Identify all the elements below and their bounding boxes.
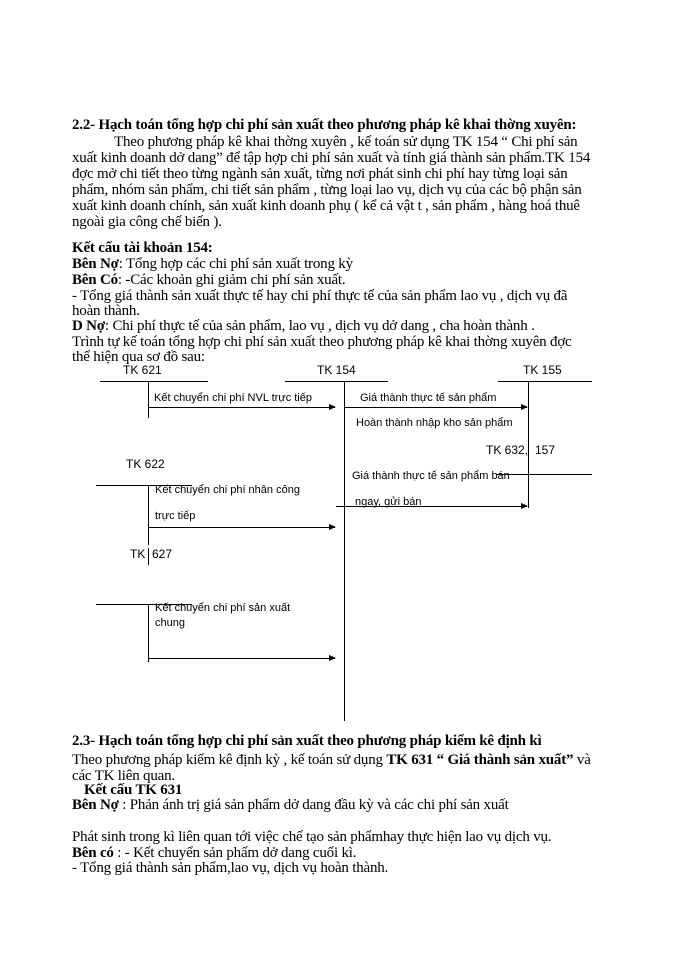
paragraph-line: Theo phương pháp kê khai thờng xuyên , kế toán sử dụng TK 154 “ Chi phí sản [114,134,578,150]
credit-631-label: Bên có [72,845,114,861]
arrow-154-to-155 [344,407,527,408]
arrow-621-to-154 [148,407,335,408]
section-22-heading: 2.2- Hạch toán tổng hợp chi phí sản xuất theo phương pháp kê khai thờng xuyên: [72,117,577,133]
tk621-vertical [148,381,149,418]
arrow2-label: Giá thành thực tế sản phẩm [360,392,497,404]
tk622-label: TK 622 [126,457,165,471]
debit-631-line2: Phát sinh trong kì liên quan tới việc chế tạo sản phẩmhay thực hiện lao vụ dịch vụ. [72,829,552,845]
arrow1-label: Kết chuyển chi phí NVL trực tiếp [154,392,312,404]
debit-631-label: Bên Nợ [72,797,119,813]
tk627-label-post: 627 [152,547,173,561]
tk621-label: TK 621 [123,363,162,377]
tk155-vertical [528,381,529,418]
section-23-heading: 2.3- Hạch toán tổng hợp chi phí sản xuất theo phương pháp kiểm kê định kì [72,733,542,749]
paragraph-line: xuất kinh doanh dở dang” để tập hợp chi phí sản xuất và tính giá thành sản phẩm.TK 154 [72,150,591,166]
tk154-label: TK 154 [317,363,356,377]
credit-label: Bên Có [72,272,118,288]
arrow5-label-2: chung [155,617,185,629]
tk154-top-line [285,381,388,382]
tk631-intro-text: Theo phương pháp kiểm kê định kỳ , kế toán sử dụng [72,752,383,768]
credit-631-text: : - Kết chuyển sản phẩm dở dang cuối kì. [113,845,357,861]
arrow-627-to-154 [148,658,335,659]
arrow4-label-1: Giá thành thực tế sản phẩm bán [352,470,510,482]
debit-text: : Tổng hợp các chi phí sản xuất trong kỳ [118,256,353,272]
tk631-name: TK 631 “ Giá thành sản xuất” [386,752,574,768]
paragraph-line: phẩm, nhóm sản phẩm, chi tiết sản phẩm , từng loại lao vụ, dịch vụ của các bộ phận sản [72,182,582,198]
tk155-top-line [498,381,592,382]
credit-text: : -Các khoản ghi giảm chi phí sản xuất. [117,272,346,288]
arrow4-label-2: ngay, gửi bán [355,496,422,508]
tk631-intro-and: và [576,752,591,768]
credit-631-line [72,845,356,861]
tk632-top-line [496,474,592,475]
arrow5-label-1: Kết chuyển chi phí sản xuất [155,602,291,614]
paragraph-line: đợc mở chi tiết theo từng ngành sản xuất, từng nơi phát sinh chi phí hay từng loại sản [72,166,568,182]
credit-154-line [72,272,345,288]
credit-154-line2: - Tổng giá thành sản xuất thực tế hay chi phí thực tế của sản phẩm lao vụ , dịch vụ đã [72,288,568,304]
balance-label: D Nợ [72,318,105,334]
tk154-vertical [344,381,345,721]
balance-154-line [72,318,535,334]
tk627-label-pre: TK [130,547,146,561]
tk621-top-line [100,381,208,382]
arrow3-label-1: Kết chuyển chi phí nhân công [155,484,300,496]
tk632-label-post: 157 [535,443,556,457]
debit-631-line [72,797,509,813]
arrow-622-to-154 [148,527,335,528]
structure-631-title: Kết cấu TK 631 [84,782,183,798]
arrow3-label-2: trực tiếp [155,510,196,522]
balance-text: : Chi phí thực tế của sản phẩm, lao vụ , dịch vụ dở dang , cha hoàn thành . [104,318,535,334]
credit-631-line2: - Tổng giá thành sản phẩm,lao vụ, dịch vụ hoàn thành. [72,860,389,876]
credit-154-line3: hoàn thành. [72,303,140,319]
sequence-line: Trình tự kế toán tổng hợp chi phí sản xuất theo phương pháp kê khai thờng xuyên đợc [72,334,572,350]
tk627-vertical-top [148,548,149,565]
tk632-label-pre: TK 632, [486,443,529,457]
tk155-label: TK 155 [523,363,562,377]
tk631-intro-line [72,752,591,768]
structure-154-title: Kết cấu tài khoản 154: [72,240,213,256]
tk622-vertical [148,485,149,545]
arrow2-label-2: Hoàn thành nhập kho sản phẩm [356,417,513,429]
debit-label: Bên Nợ [72,256,119,272]
paragraph-line: xuất kinh doanh chính, sản xuất kinh doanh phụ ( kể cả vật t , sản phẩm , hàng hoá thuê [72,198,580,214]
tk631-intro-line2: các TK liên quan. [72,768,175,784]
debit-631-text: : Phản ánh trị giá sản phẩm dở dang đầu kỳ và các chi phí sản xuất [118,797,509,813]
debit-154-line [72,256,353,272]
tk627-vertical [148,604,149,662]
sequence-line: thể hiện qua sơ đồ sau: [72,349,205,365]
paragraph-line: ngoài gia công chế biến ). [72,214,222,230]
tk632-vertical [528,418,529,508]
